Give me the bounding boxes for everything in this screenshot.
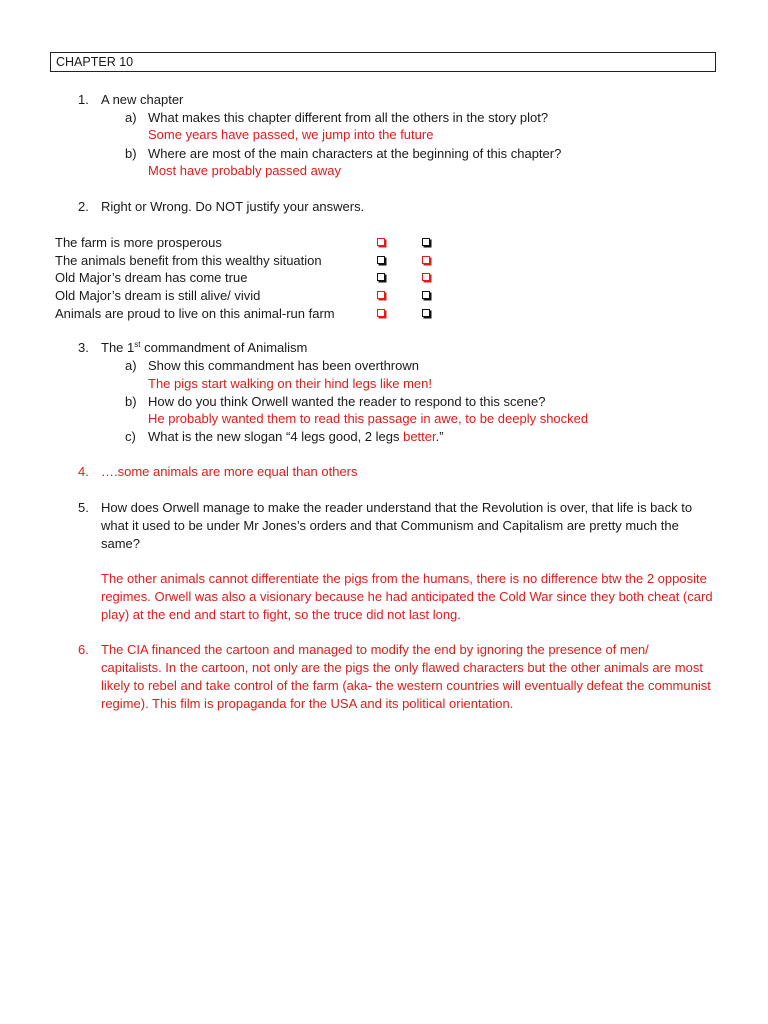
q1b-question: Where are most of the main characters at the beginning of this chapter? <box>148 146 562 161</box>
q2-text: Right or Wrong. Do NOT justify your answers. <box>101 199 365 214</box>
q3-number: 3. <box>78 340 89 355</box>
q3b-question: How do you think Orwell wanted the reader to respond to this scene? <box>148 394 546 409</box>
right-checkbox-row-2[interactable] <box>377 256 385 264</box>
wrong-checkbox-row-5[interactable] <box>422 309 430 317</box>
q4-answer: ….some animals are more equal than others <box>101 464 358 479</box>
chapter-header-box <box>50 52 716 72</box>
statement-row-5: Animals are proud to live on this animal-run farm <box>55 306 335 321</box>
statement-row-4: Old Major’s dream is still alive/ vivid <box>55 288 261 303</box>
right-checkbox-row-1[interactable] <box>377 238 385 246</box>
q5-answer: The other animals cannot differentiate the pigs from the humans, there is no difference btw the 2 opposite regimes. Orwell was also a visionary because he had anticipated the Cold War since they both cheat (card play) at the end and start to fight, so the truce did not last long. <box>101 571 713 622</box>
q6-number: 6. <box>78 642 89 657</box>
q3c-answer: better <box>403 429 436 444</box>
wrong-checkbox-row-1[interactable] <box>422 238 430 246</box>
right-checkbox-row-3[interactable] <box>377 273 385 281</box>
q1a-answer: Some years have passed, we jump into the future <box>148 127 434 142</box>
statement-row-1: The farm is more prosperous <box>55 235 222 250</box>
q3a-answer: The pigs start walking on their hind legs like men! <box>148 376 432 391</box>
right-checkbox-row-5[interactable] <box>377 309 385 317</box>
q3b-answer: He probably wanted them to read this passage in awe, to be deeply shocked <box>148 411 589 426</box>
q1-text: A new chapter <box>101 92 184 107</box>
q1a-label: a) <box>125 110 137 125</box>
q4-number: 4. <box>78 464 89 479</box>
wrong-checkbox-row-2[interactable] <box>422 256 430 264</box>
statement-row-2: The animals benefit from this wealthy situation <box>55 253 322 268</box>
q5-number: 5. <box>78 500 89 515</box>
wrong-checkbox-row-3[interactable] <box>422 273 430 281</box>
q5-question: How does Orwell manage to make the reader understand that the Revolution is over, that life is back to what it used to be under Mr Jones’s orders and that Communism and Capitalism are pretty much the same? <box>101 500 693 551</box>
q1b-label: b) <box>125 146 137 161</box>
q3c-question: What is the new slogan “4 legs good, 2 legs better.” <box>148 429 444 444</box>
q6-answer: The CIA financed the cartoon and managed to modify the end by ignoring the presence of men/ capitalists. In the cartoon, not only are the pigs the only flawed characters but the other animals are most likely to rebel and take control of the farm (aka- the western countries will eventually defeat the communist regime). This film is propaganda for the USA and its political orientation. <box>101 642 711 711</box>
right-checkbox-row-4[interactable] <box>377 291 385 299</box>
q1-number: 1. <box>78 92 89 107</box>
q1a-question: What makes this chapter different from all the others in the story plot? <box>148 110 549 125</box>
q3a-question: Show this commandment has been overthrown <box>148 358 419 373</box>
q3b-label: b) <box>125 394 137 409</box>
q3-text: The 1st commandment of Animalism <box>101 340 308 355</box>
statement-row-3: Old Major’s dream has come true <box>55 270 248 285</box>
chapter-title: CHAPTER 10 <box>56 55 134 69</box>
q3c-label: c) <box>125 429 136 444</box>
q2-number: 2. <box>78 199 89 214</box>
q3a-label: a) <box>125 358 137 373</box>
q1b-answer: Most have probably passed away <box>148 163 341 178</box>
wrong-checkbox-row-4[interactable] <box>422 291 430 299</box>
